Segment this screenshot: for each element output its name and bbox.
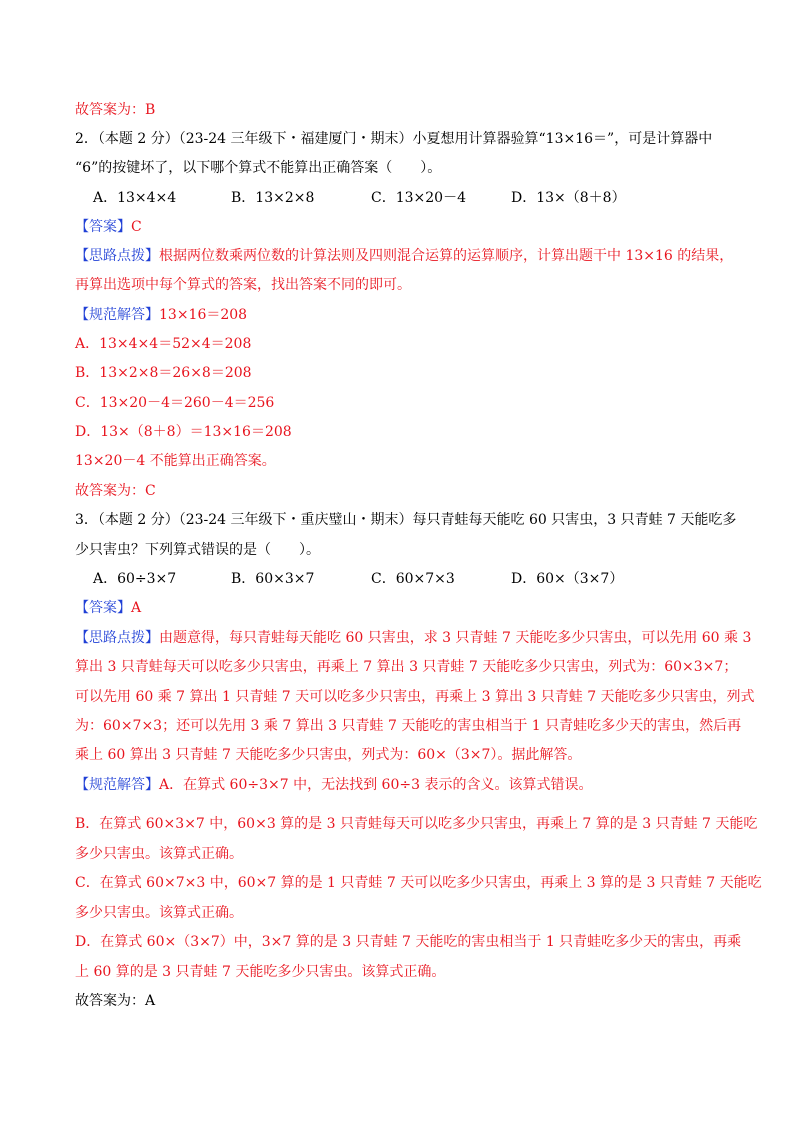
solution-line-q3: [75, 776, 592, 794]
question-3-stem-cont: 少只害虫？下列算式错误的是（ ）。: [75, 542, 320, 558]
hint-text-cont-4: 乘上 60 算出 3 只青蛙 7 天能吃多少只害虫，列式为：60×（3×7）。据此解答。: [75, 747, 582, 763]
final-answer-q3: 故答案为：A: [75, 993, 156, 1009]
answer-line-q1: 故答案为：B: [75, 102, 156, 118]
question-2-stem: 2．（本题 2 分）（23-24 三年级下・福建厦门・期末）小夏想用计算器验算“13×16＝”，可是计算器中: [75, 131, 713, 147]
option-a: A．60÷3×7: [93, 571, 177, 587]
answer-value: C: [131, 219, 142, 235]
hint-text-cont-1: 算出 3 只青蛙每天可以吃多少只害虫，再乘上 7 算出 3 只青蛙 7 天能吃多少只害虫，列式为：60×3×7；: [75, 659, 738, 675]
solution-tag: 【规范解答】: [75, 777, 159, 793]
hint-text: 由题意得，每只青蛙每天能吃 60 只害虫，求 3 只青蛙 7 天能吃多少只害虫，可以先用 60 乘 3: [159, 630, 752, 646]
hint-tag: 【思路点拨】: [75, 630, 159, 646]
hint-tag: 【思路点拨】: [75, 248, 159, 264]
hint-text-cont: 再算出选项中每个算式的答案，找出答案不同的即可。: [75, 277, 411, 293]
solution-c: C．在算式 60×7×3 中，60×7 算的是 1 只青蛙 7 天可以吃多少只害虫，再乘上 3 算的是 3 只青蛙 7 天能吃: [75, 875, 762, 891]
option-b: B．13×2×8: [231, 190, 315, 206]
solution-tag: 【规范解答】: [75, 307, 159, 323]
solution-step-a: A．13×4×4＝52×4＝208: [75, 336, 252, 352]
solution-b-cont: 多少只害虫。该算式正确。: [75, 846, 243, 862]
answer-line-q2: [75, 218, 142, 236]
hint-line-q2: [75, 247, 733, 265]
question-3-options: [93, 570, 623, 588]
solution-conclusion: 13×20－4 不能算出正确答案。: [75, 453, 276, 469]
option-c: C．60×7×3: [371, 571, 455, 587]
hint-text: 根据两位数乘两位数的计算法则及四则混合运算的运算顺序，计算出题干中 13×16 的结果，: [159, 248, 734, 264]
answer-value: A: [131, 600, 142, 616]
option-a: A．13×4×4: [93, 190, 177, 206]
question-2-options: [93, 189, 626, 207]
option-d: D．13×（8＋8）: [511, 190, 626, 206]
solution-d-cont: 上 60 算的是 3 只青蛙 7 天能吃多少只害虫。该算式正确。: [75, 964, 446, 980]
solution-step-c: C．13×20－4＝260－4＝256: [75, 395, 275, 411]
hint-line-q3: [75, 629, 751, 647]
solution-step-b: B．13×2×8＝26×8＝208: [75, 365, 252, 381]
answer-tag: 【答案】: [75, 219, 131, 235]
solution-line-q2: [75, 306, 247, 324]
question-3-stem: 3．（本题 2 分）（23-24 三年级下・重庆璧山・期末）每只青蛙每天能吃 60 只害虫，3 只青蛙 7 天能吃多: [75, 512, 737, 528]
solution-c-cont: 多少只害虫。该算式正确。: [75, 905, 243, 921]
solution-d: D．在算式 60×（3×7）中，3×7 算的是 3 只青蛙 7 天能吃的害虫相当于 1 只青蛙吃多少天的害虫，再乘: [75, 934, 742, 950]
hint-text-cont-3: 为：60×7×3；还可以先用 3 乘 7 算出 3 只青蛙 7 天能吃的害虫相当于 1 只青蛙吃多少天的害虫，然后再: [75, 718, 742, 734]
question-2-stem-cont: “6”的按键坏了，以下哪个算式不能算出正确答案（ ）。: [75, 160, 442, 176]
option-d: D．60×（3×7）: [511, 571, 624, 587]
solution-step-d: D．13×（8＋8）＝13×16＝208: [75, 424, 292, 440]
answer-tag: 【答案】: [75, 600, 131, 616]
final-answer-q2: 故答案为：C: [75, 483, 156, 499]
solution-text: A．在算式 60÷3×7 中，无法找到 60÷3 表示的含义。该算式错误。: [159, 777, 593, 793]
option-b: B．60×3×7: [231, 571, 315, 587]
solution-b: B．在算式 60×3×7 中，60×3 算的是 3 只青蛙每天可以吃多少只害虫，再乘上 7 算的是 3 只青蛙 7 天能吃: [75, 816, 758, 832]
answer-line-q3: [75, 599, 141, 617]
solution-text: 13×16＝208: [159, 307, 248, 323]
option-c: C．13×20－4: [371, 190, 466, 206]
hint-text-cont-2: 可以先用 60 乘 7 算出 1 只青蛙 7 天可以吃多少只害虫，再乘上 3 算出 3 只青蛙 7 天能吃多少只害虫，列式: [75, 689, 755, 705]
